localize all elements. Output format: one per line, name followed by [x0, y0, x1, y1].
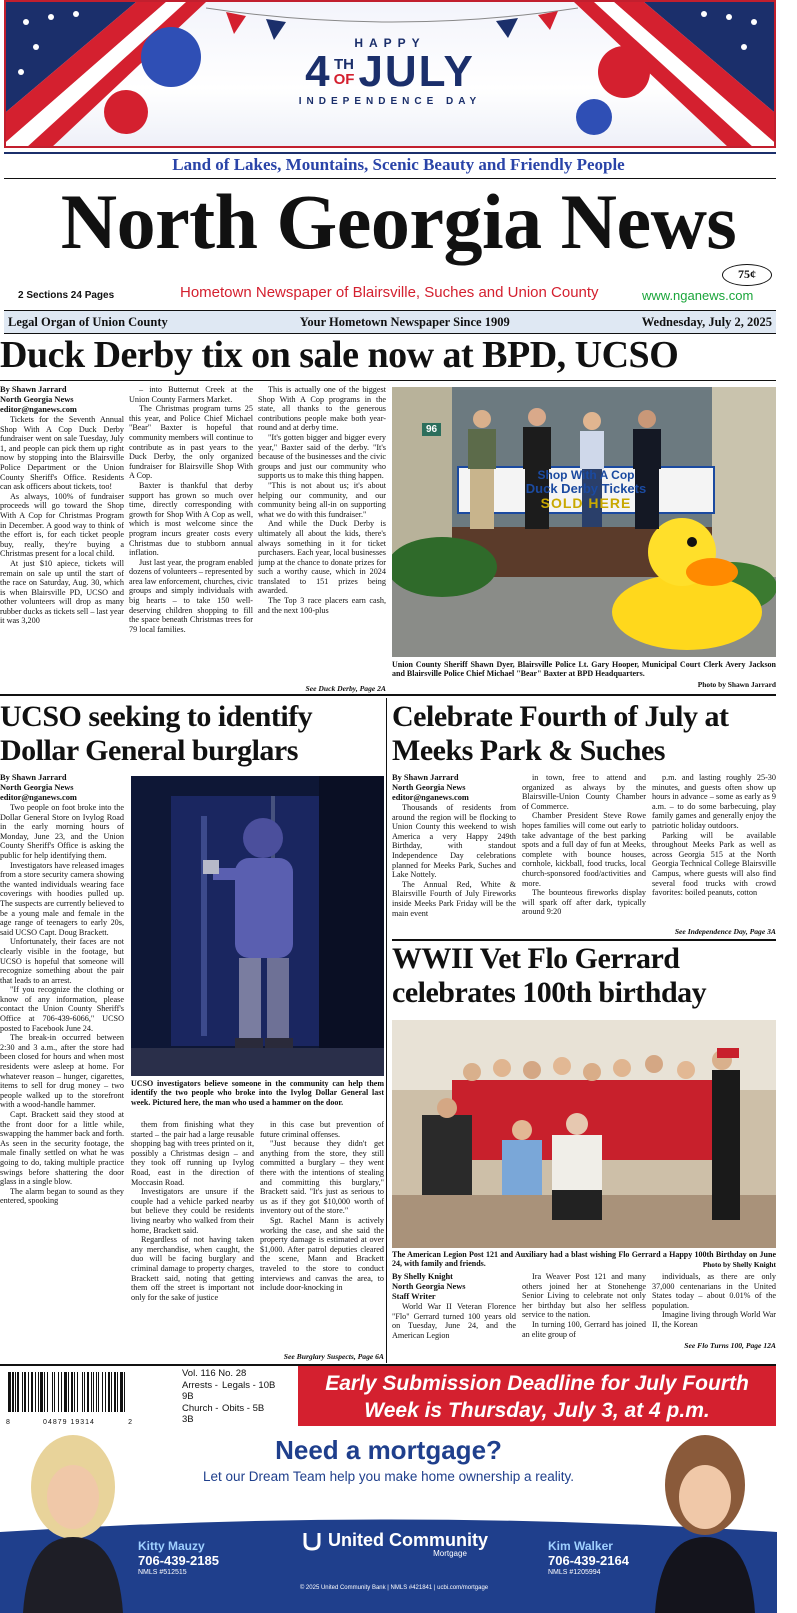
barcode-bar: [40, 1372, 43, 1412]
barcode-bar: [54, 1372, 55, 1412]
index-row: [140, 1380, 295, 1403]
house-number: 96: [422, 423, 441, 436]
barcode-bar: [71, 1372, 73, 1412]
ucso-jump-line[interactable]: See Burglary Suspects, Page 6A: [283, 1352, 384, 1361]
index-entry: Arrests - 9B: [182, 1379, 218, 1402]
barcode-bar: [44, 1372, 45, 1412]
fourth-headline[interactable]: Celebrate Fourth of July at Meeks Park & Suches: [392, 700, 729, 767]
barcode-bar: [61, 1372, 62, 1412]
ucso-headline[interactable]: UCSO seeking to identify Dollar General burglars: [0, 700, 313, 767]
deadline-banner: Early Submission Deadline for July Fourth Week is Thursday, July 3, at 4 p.m.: [298, 1366, 776, 1426]
july-fourth-banner: [4, 0, 776, 148]
banner-four: 4: [305, 47, 330, 96]
issue-date: Wednesday, July 2, 2025: [641, 314, 772, 329]
barcode-bar: [117, 1372, 118, 1412]
birthday-photo: [392, 1020, 776, 1248]
brand-logo: United Community Mortgage: [280, 1530, 510, 1558]
banner-july: JULY: [358, 47, 475, 96]
barcode-bar: [74, 1372, 75, 1412]
duck-photo-credit: Photo by Shawn Jarrard: [697, 680, 776, 689]
barcode-bar: [68, 1372, 69, 1412]
barcode-bar: [38, 1372, 39, 1412]
ad-subtitle: Let our Dream Team help you make home ownership a reality.: [203, 1469, 574, 1484]
barcode-bar: [87, 1372, 89, 1412]
hometown-line: Hometown Newspaper of Blairsville, Suches and Union County: [180, 284, 599, 301]
barcode-bar: [91, 1372, 92, 1412]
ucb-logo-icon: [302, 1531, 322, 1551]
barcode-bar: [35, 1372, 36, 1412]
agent-right-info: Kim Walker 706-439-2164 NMLS #1205994: [548, 1539, 629, 1576]
barcode-bar: [15, 1372, 16, 1412]
flo-headline[interactable]: WWII Vet Flo Gerrard celebrates 100th birthday: [392, 942, 707, 1009]
barcode-bar: [108, 1372, 110, 1412]
duck-column-2: – into Butternut Creek at the Union County Farmers Market. The Christmas program turns 25 this year, and Police Chief Michael "Bear" Baxter is hopeful that community members will continue to contribute as in past years to the Duck Derby, the only organized fundraiser for Blairsville Shop With A Cop. Baxter is thankful that derby support has grown so much over time, directly corresponding with growth for Shop With A Cop as well, which is most welcome since the program incurs greater costs every Christmas due to stubborn annual inflation. Just last year, the program enabled dozens of volunteers – represented by area law enforcement, churches, civic groups and simply individuals with big hearts – to take 150 well-deserving children shopping to fill the space beneath Christmas trees for 79 local families.: [129, 385, 253, 634]
barcode-bar: [64, 1372, 67, 1412]
ucso-column-2: them from finishing what they started – the pair had a large reusable shopping bag with trees printed on it, possibly a Christmas design – and they took off running up Ivylog Road, east in the direction of Moccasin Road. Investigators are unsure if the couple had a vehicle parked nearby but believe they could be residents living nearby who walked from their home, Brackett said. Regardless of not having taken any merchandise, when caught, the duo will be facing burglary and criminal damage to property charges, Brackett said, noting that getting them off the street is important not only for the sake of justice: [131, 1120, 254, 1302]
banner-subtitle: INDEPENDENCE DAY: [298, 96, 482, 107]
banner-of: OF: [333, 71, 355, 88]
barcode-bar: [82, 1372, 83, 1412]
flo-jump-line[interactable]: See Flo Turns 100, Page 12A: [684, 1341, 776, 1350]
barcode-bar: [47, 1372, 48, 1412]
agent-left-phone[interactable]: 706-439-2185: [138, 1553, 219, 1569]
barcode-bar: [22, 1372, 23, 1412]
ucso-caption: UCSO investigators believe someone in the community can help them identify the two people who broke into the Ivylog Dollar General last week. Pictured here, the man who used a hammer on the door.: [131, 1079, 384, 1107]
info-bar: [4, 310, 776, 334]
flo-photo-credit: Photo by Shelly Knight: [702, 1260, 776, 1269]
duck-headline[interactable]: Duck Derby tix on sale now at BPD, UCSO: [0, 334, 679, 376]
duck-jump-line[interactable]: See Duck Derby, Page 2A: [305, 684, 386, 693]
price-badge: 75¢: [722, 264, 772, 286]
flo-column-1: By Shelly Knight North Georgia News Staff Writer World War II Veteran Florence "Flo" Gerrard turned 100 years old on Tuesday, June 24, and the American Legion: [392, 1272, 516, 1340]
barcode-bar: [17, 1372, 19, 1412]
fourth-jump-line[interactable]: See Independence Day, Page 3A: [674, 927, 776, 936]
banner-th: TH: [334, 56, 355, 73]
barcode-bar: [98, 1372, 99, 1412]
ad-title: Need a mortgage?: [275, 1435, 502, 1465]
barcode-bar: [52, 1372, 53, 1412]
index-entry: Legals - 10B: [222, 1379, 276, 1391]
security-camera-photo: [131, 776, 384, 1076]
barcode-bar: [105, 1372, 106, 1412]
duck-derby-sign: Shop With A Cop Duck Derby Tickets SOLD HERE: [525, 468, 647, 512]
fourth-column-2: in town, free to attend and organized as always by the Blairsville-Union County Chamber of Commerce. Chamber President Steve Rowe hopes families will come out early to take advantage of the best parking spots and a full day of fun at Meeks, complete with bounce houses, cornhole, kickball, food trucks, local church-sponsored food/activities and more. The bounteous fireworks display will spark off after dark, typically around 9:20: [522, 773, 646, 917]
banner-happy: HAPPY: [354, 36, 426, 50]
barcode-bar: [58, 1372, 59, 1412]
barcode-bar: [93, 1372, 94, 1412]
barcode-bar: [12, 1372, 14, 1412]
flo-column-3: individuals, as there are only 37,000 centenarians in the United States today – about 0.01% of the population. Imagine living through World War II, the Korean: [652, 1272, 776, 1329]
index-row: [140, 1403, 295, 1426]
barcode-bar: [31, 1372, 33, 1412]
legal-organ: Legal Organ of Union County: [8, 314, 168, 329]
mortgage-ad[interactable]: [0, 1427, 777, 1613]
index-entry: Obits - 5B: [222, 1402, 265, 1414]
barcode-bar: [8, 1372, 11, 1412]
duck-column-3: This is actually one of the biggest Shop With A Cop programs in the state, all thanks to the generous contributions people make both year-round and at derby time. "It's gotten bigger and bigger every year," Baxter said of the derby. "It's because of the businesses and the civic groups and just our community who supports us to make this thing happen. "This is not about us; it's about helping our community, and our community being all-in on supporting what we do with this fundraiser." And while the Duck Derby is ultimately all about the kids, there's always something in it for ticket purchasers. Each year, local businesses jump at the chance to donate prizes for such a worthy cause, which in 2024 translated to 151 prizes being awarded. The Top 3 race placers earn cash, and the next 100-plus: [258, 385, 386, 615]
masthead-title: North Georgia News: [60, 178, 737, 265]
website-link[interactable]: www.nganews.com: [642, 288, 754, 303]
sections-count: 2 Sections 24 Pages: [18, 290, 115, 301]
barcode-bar: [84, 1372, 85, 1412]
barcode-bar: [28, 1372, 29, 1412]
duck-photo: [392, 387, 776, 657]
barcode-bar: [114, 1372, 116, 1412]
index-entry: Church - 3B: [182, 1402, 219, 1425]
masthead-tagline: Land of Lakes, Mountains, Scenic Beauty and Friendly People: [172, 155, 625, 174]
duck-caption: Union County Sheriff Shawn Dyer, Blairsville Police Lt. Gary Hooper, Municipal Court Clerk Avery Jackson and Blairsville Police Chief Michael "Bear" Baxter at BPD Headquarters.: [392, 660, 776, 679]
barcode: 8 04879 19314 2: [4, 1370, 134, 1422]
ucso-column-1: By Shawn Jarrard North Georgia News editor@nganews.com Two people on foot broke into the Dollar General Store on Ivylog Road in the early morning hours of Monday, June 23, and the Union County Sheriff's Office is asking the public for help identifying them. Investigators have released images from a store security camera showing the wanted individuals wearing face coverings with hoodies pulled up. The suspects are currently believed to be a young male and female in the age range of teenagers to early 20s, said UCSO Capt. Doug Brackett. Unfortunately, their faces are not clearly visible in the footage, but UCSO is hopeful that someone will recognize something about the pair that leads to an arrest. "If you recognize the clothing or know of any information, please contact the Union County Sheriff's Office at 706-439-6066," UCSO posted to Facebook June 24. The break-in occurred between 2:30 and 3 a.m., after the store had been closed for hours and when most residents were asleep at home. For whatever reason – hunger, cigarettes, items to sell for drug money – two people walked up to the storefront with a wood-handle hammer. Capt. Brackett said they stood at the front door for a little while, swapping the hammer back and forth. As seen in the security footage, the male finally settled on what he was going to do, taking multiple practice swings before shattering the door glass in a single blow. The alarm began to sound as they entered, spooking: [0, 773, 124, 1206]
fourth-column-3: p.m. and lasting roughly 25-30 minutes, and guests often show up hours in advance – some as early as 9 a.m. – to do some barbecuing, play family games and generally enjoy the patriotic holiday outdoors. Parking will be available throughout Meeks Park as well as across Georgia 515 at the North Georgia Technical College Blairsville Campus, where guests will also find several food trucks with crowd favorites: boiled peanuts, cotton: [652, 773, 776, 898]
agent-left-info: Kitty Mauzy 706-439-2185 NMLS #512515: [138, 1539, 219, 1576]
since-line: Your Hometown Newspaper Since 1909: [299, 314, 510, 329]
barcode-bar: [96, 1372, 97, 1412]
barcode-bar: [77, 1372, 78, 1412]
ucso-column-3: in this case but prevention of future criminal offenses. "Just because they didn't get anything from the store, they still committed a burglary – they went there with the intentions of stealing and committing this burglary," Brackett said. "It's just as serious to us as if they got $10,000 worth of inventory out of the store." Sgt. Rachel Mann is actively working the case, and she said the property damage is estimated at over $1,000. After patrol deputies cleared the scene, Mann and Brackett traveled to the store to conduct interviews and canvas the area, to include door-knocking in: [260, 1120, 384, 1293]
barcode-bar: [120, 1372, 123, 1412]
fourth-column-1: By Shawn Jarrard North Georgia News editor@nganews.com Thousands of residents from around the region will be flocking to Union County this weekend to wish America a very Happy 249th Birthday, with standout Independence Day celebrations planned for Meeks Park, Suches and Lake Nottely. The Annual Red, White & Blairsville Fourth of July Fireworks inside Meeks Park Friday will be the main event: [392, 773, 516, 918]
flo-column-2: Ira Weaver Post 121 and many others joined her at Stonehenge Senior Living to celebrate not only her birthday but also her selfless service to the nation. In turning 100, Gerrard has joined an elite group of: [522, 1272, 646, 1339]
barcode-bar: [102, 1372, 103, 1412]
agent-right-phone[interactable]: 706-439-2164: [548, 1553, 629, 1569]
volume-number: Vol. 116 No. 28: [182, 1368, 247, 1379]
barcode-bar: [24, 1372, 26, 1412]
barcode-bar: [111, 1372, 112, 1412]
barcode-bar: [124, 1372, 125, 1412]
flo-caption: The American Legion Post 121 and Auxiliary had a blast wishing Flo Gerrard a Happy 100th Birthday on June 24, with family and friends.: [392, 1250, 776, 1269]
ad-fine-print: © 2025 United Community Bank | NMLS #421841 | ucbi.com/mortgage: [299, 1585, 489, 1591]
duck-column-1: By Shawn Jarrard North Georgia News editor@nganews.com Tickets for the Seventh Annual Shop With A Cop Duck Derby fundraiser went on sale Tuesday, July 1, and people can pick them up right now by stopping into the Blairsville Police Department or the Union County Sheriff's Office. Residents can ask officers about tickets, too! As always, 100% of fundraiser proceeds will go toward the Shop With A Cop for Christmas Program in December. A good way to think of the effort is, for each ticket people buy, really, they're buying a Christmas present for a local child. At just $10 apiece, tickets will remain on sale up until the start of the race on Saturday, Aug. 30, which is when Blairsville PD, UCSO and other volunteers will drop as many rubber ducks as tickets sell – last year it was 3,200: [0, 385, 124, 626]
